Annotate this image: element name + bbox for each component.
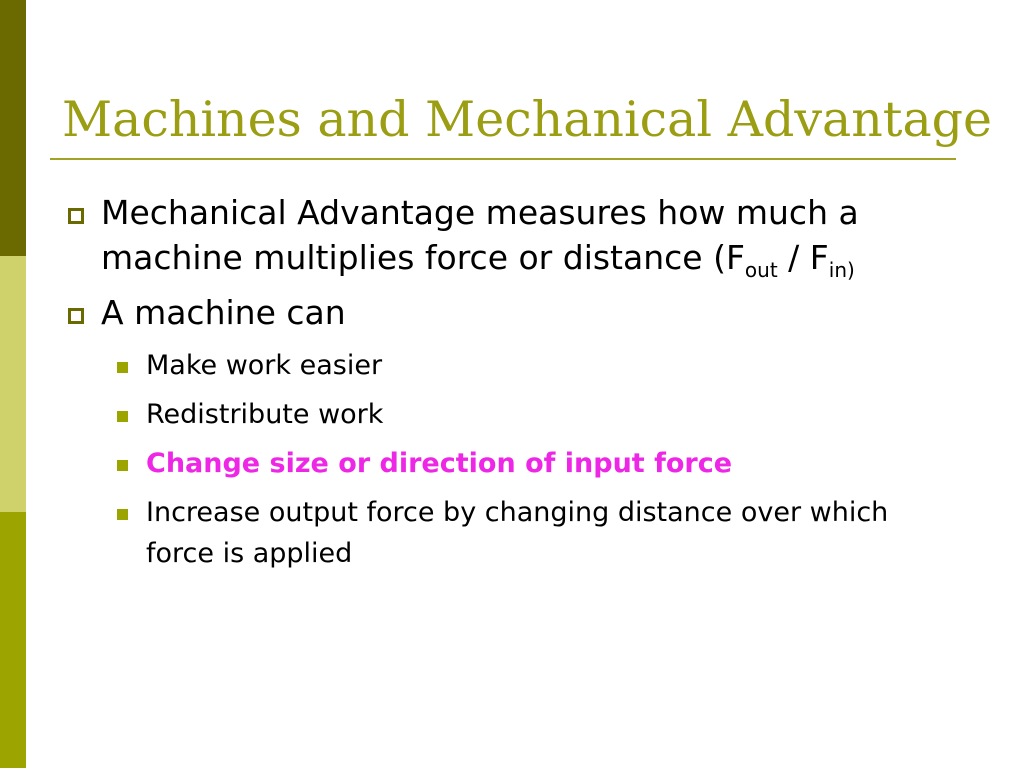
- hollow-square-bullet-icon: [68, 208, 84, 224]
- sub-bullet-text: Make work easier: [146, 350, 383, 381]
- subscript-in: in): [828, 258, 855, 282]
- slide-title: Machines and Mechanical Advantage: [62, 91, 993, 148]
- side-bar-top-segment: [0, 0, 26, 256]
- slide-body: [62, 190, 962, 582]
- hollow-square-bullet-icon: [68, 308, 84, 324]
- bullet-a-machine-can: [62, 290, 962, 335]
- title-underline-rule: [50, 158, 956, 160]
- filled-square-bullet-icon: [117, 460, 128, 471]
- sub-bullet-change-size-direction: [62, 443, 962, 484]
- filled-square-bullet-icon: [117, 509, 128, 520]
- sub-bullet-redistribute-work: [62, 394, 962, 435]
- bullet-text: A machine can: [101, 293, 346, 332]
- sub-bullet-make-work-easier: [62, 345, 962, 386]
- filled-square-bullet-icon: [117, 362, 128, 373]
- side-bar-middle-segment: [0, 256, 26, 512]
- sub-bullet-increase-output-force: [62, 492, 962, 574]
- sub-bullet-text: Increase output force by changing distance over which force is applied: [146, 497, 889, 569]
- sub-bullet-text: Redistribute work: [146, 399, 384, 430]
- side-bar-bottom-segment: [0, 512, 26, 768]
- bullet-text-divider: / F: [777, 238, 829, 277]
- bullet-text: Mechanical Advantage measures how much a machine multiplies force or distance (F: [101, 193, 859, 277]
- side-color-bar: [0, 0, 26, 768]
- bullet-mechanical-advantage: [62, 190, 962, 280]
- sub-bullet-text-highlighted: Change size or direction of input force: [146, 448, 733, 479]
- filled-square-bullet-icon: [117, 411, 128, 422]
- subscript-out: out: [744, 258, 778, 282]
